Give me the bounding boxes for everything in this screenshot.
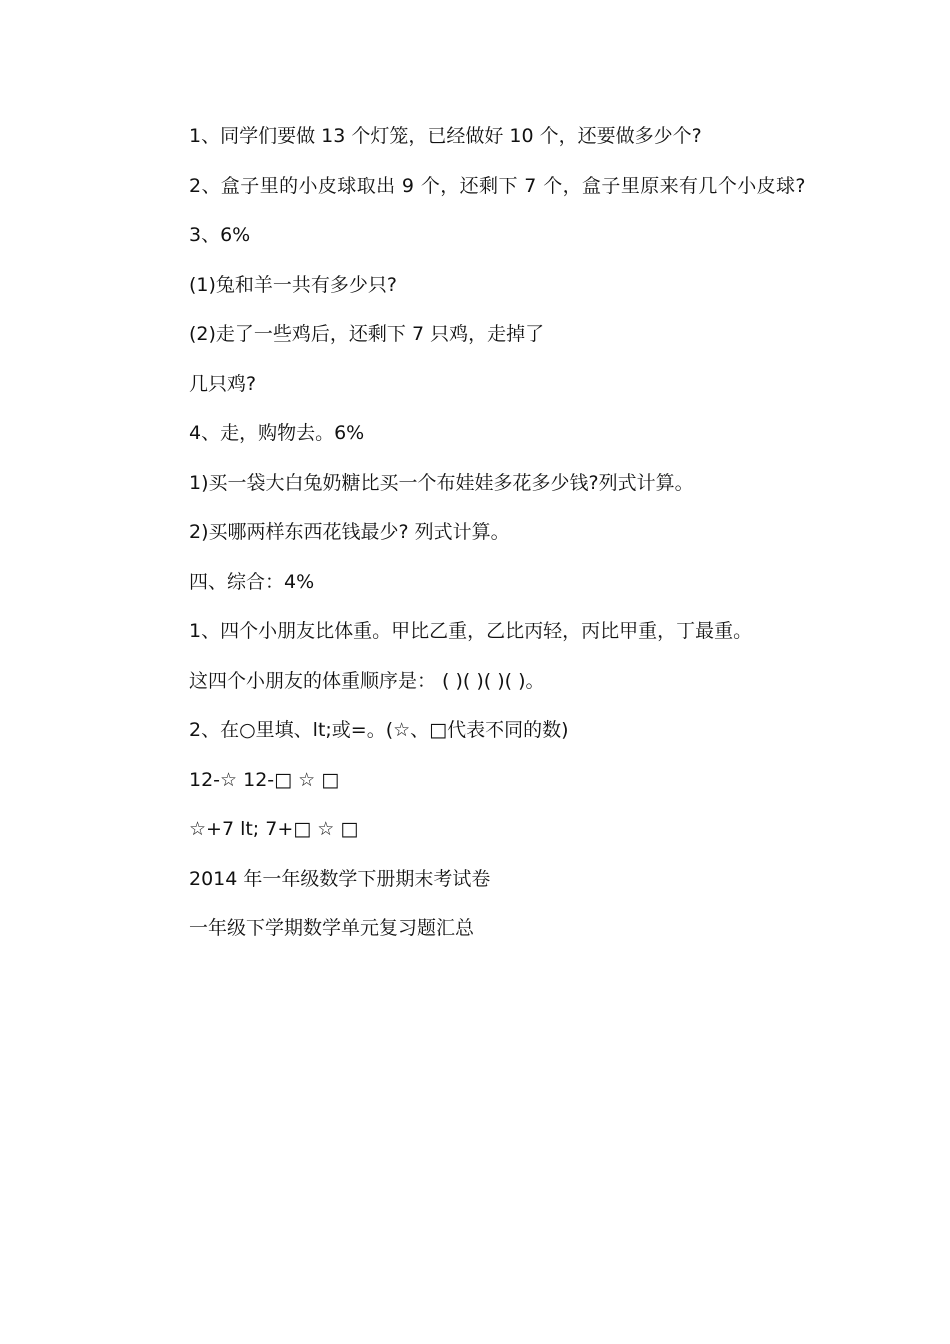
question-4-part-2: 2)买哪两样东西花钱最少? 列式计算。	[189, 521, 510, 543]
question-3-heading: 3、6%	[189, 224, 251, 246]
comparison-row-1: 12-☆ 12-□ ☆ □	[189, 768, 340, 791]
question-4-part-1: 1)买一袋大白兔奶糖比买一个布娃娃多花多少钱?列式计算。	[189, 471, 694, 494]
question-4-heading: 4、走，购物去。6%	[189, 422, 365, 444]
section-4-question-2: 2、在○里填、lt;或=。(☆、□代表不同的数)	[189, 719, 569, 741]
comparison-row-2: ☆+7 lt; 7+□ ☆ □	[189, 818, 359, 840]
document-body	[143, 112, 815, 954]
question-1-text: 1、同学们要做 13 个灯笼，已经做好 10 个，还要做多少个?	[189, 125, 702, 147]
question-3-part-2-continued: 几只鸡?	[189, 372, 257, 395]
section-4-question-1: 1、四个小朋友比体重。甲比乙重，乙比丙轻，丙比甲重，丁最重。	[189, 620, 753, 642]
question-3-part-1: (1)兔和羊一共有多少只?	[189, 273, 397, 296]
question-3-part-2: (2)走了一些鸡后，还剩下 7 只鸡，走掉了	[189, 323, 545, 345]
related-link-1[interactable]: 2014 年一年级数学下册期末考试卷	[189, 867, 491, 890]
section-4-question-1-answer-line: 这四个小朋友的体重顺序是： ( )( )( )( )。	[189, 669, 545, 692]
section-4-heading: 四、综合：4%	[189, 570, 315, 593]
related-link-2[interactable]: 一年级下学期数学单元复习题汇总	[189, 917, 475, 939]
question-2-text: 2、盒子里的小皮球取出 9 个，还剩下 7 个，盒子里原来有几个小皮球?	[189, 174, 806, 197]
